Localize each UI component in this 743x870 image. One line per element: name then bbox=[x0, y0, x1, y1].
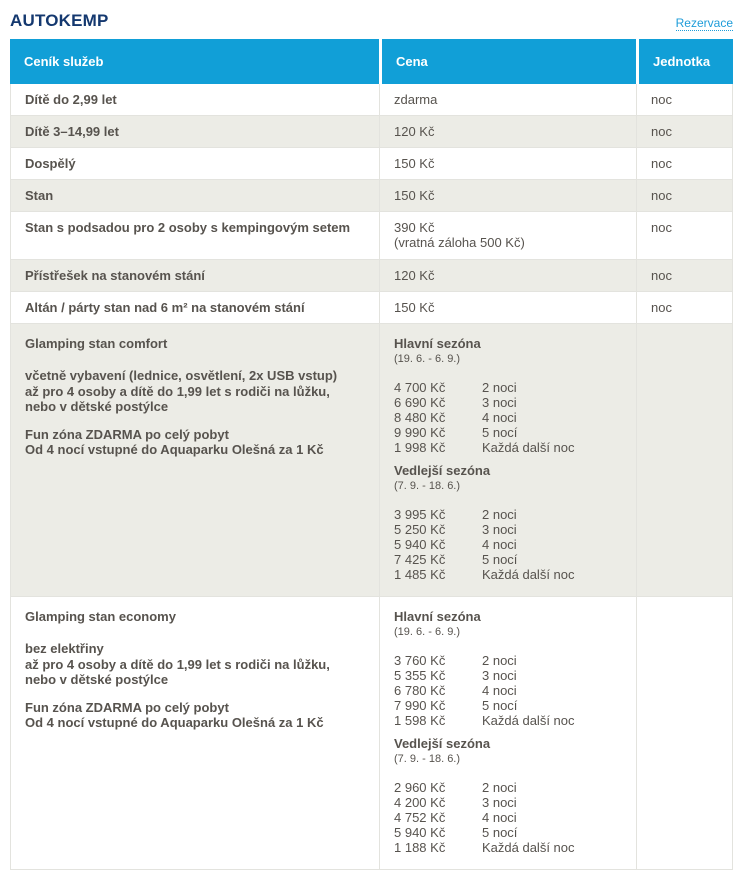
service-cell: Stan s podsadou pro 2 osoby s kempingovým setem bbox=[10, 212, 379, 260]
season-main bbox=[394, 609, 622, 728]
price-line bbox=[394, 380, 622, 395]
season-name: Hlavní sezóna bbox=[394, 609, 481, 624]
nights-label: 2 noci bbox=[482, 780, 517, 795]
glamping-description bbox=[25, 641, 365, 688]
season-off bbox=[394, 736, 622, 855]
table-row-tent bbox=[10, 180, 733, 212]
description-line: až pro 4 osoby a dítě do 1,99 let s rodiči na lůžku, bbox=[25, 383, 330, 399]
price-value: 6 690 Kč bbox=[394, 395, 446, 410]
price-value: 5 355 Kč bbox=[394, 668, 446, 683]
price-line bbox=[394, 522, 622, 537]
nights-label: 2 noci bbox=[482, 380, 517, 395]
service-cell: Přístřešek na stanovém stání bbox=[10, 260, 379, 292]
table-row-shelter bbox=[10, 260, 733, 292]
service-cell bbox=[10, 324, 379, 597]
nights-label: 4 noci bbox=[482, 810, 517, 825]
price-value: 4 752 Kč bbox=[394, 810, 446, 825]
price-value: 5 250 Kč bbox=[394, 522, 446, 537]
description-line: až pro 4 osoby a dítě do 1,99 let s rodiči na lůžku, bbox=[25, 656, 330, 672]
price-cell: 120 Kč bbox=[379, 260, 636, 292]
price-value: 3 760 Kč bbox=[394, 653, 446, 668]
table-header bbox=[10, 39, 733, 84]
price-cell bbox=[379, 324, 636, 597]
nights-label: 3 noci bbox=[482, 395, 517, 410]
description-line: nebo v dětské postýlce bbox=[25, 399, 169, 414]
price-cell: 150 Kč bbox=[379, 180, 636, 212]
pricing-table bbox=[10, 39, 733, 870]
unit-cell: noc bbox=[636, 116, 733, 148]
column-header-unit: Jednotka bbox=[636, 39, 733, 84]
page-title: AUTOKEMP bbox=[10, 11, 109, 30]
price-cell bbox=[379, 212, 636, 260]
table-row-child-under-3 bbox=[10, 84, 733, 116]
nights-label: Každá další noc bbox=[482, 567, 575, 582]
price-cell: 150 Kč bbox=[379, 148, 636, 180]
season-main bbox=[394, 336, 622, 455]
description-line: včetně vybavení (lednice, osvětlení, 2x USB vstup) bbox=[25, 368, 338, 383]
nights-label: Každá další noc bbox=[482, 440, 575, 455]
page-header bbox=[10, 0, 733, 39]
nights-label: 3 noci bbox=[482, 795, 517, 810]
price-value: 5 940 Kč bbox=[394, 825, 446, 840]
season-dates: (7. 9. - 18. 6.) bbox=[394, 753, 461, 765]
table-row-adult bbox=[10, 148, 733, 180]
nights-label: Každá další noc bbox=[482, 713, 575, 728]
season-dates: (7. 9. - 18. 6.) bbox=[394, 480, 461, 492]
table-row-gazebo bbox=[10, 292, 733, 324]
perk-line: Fun zóna ZDARMA po celý pobyt bbox=[25, 699, 229, 715]
season-name: Vedlejší sezóna bbox=[394, 463, 491, 478]
service-cell: Stan bbox=[10, 180, 379, 212]
price-value: 4 700 Kč bbox=[394, 380, 446, 395]
description-line: bez elektřiny bbox=[25, 641, 104, 656]
unit-cell: noc bbox=[636, 212, 733, 260]
price-value: 9 990 Kč bbox=[394, 425, 446, 440]
price-value: 6 780 Kč bbox=[394, 683, 446, 698]
season-name: Hlavní sezóna bbox=[394, 336, 481, 351]
price-line bbox=[394, 683, 622, 698]
table-row-child-3-15 bbox=[10, 116, 733, 148]
table-row-glamping-economy bbox=[10, 597, 733, 870]
price-cell: 120 Kč bbox=[379, 116, 636, 148]
unit-cell: noc bbox=[636, 292, 733, 324]
price-line bbox=[394, 810, 622, 825]
service-cell: Altán / párty stan nad 6 m² na stanovém stání bbox=[10, 292, 379, 324]
price-line bbox=[394, 507, 622, 522]
unit-cell: noc bbox=[636, 180, 733, 212]
unit-cell bbox=[636, 597, 733, 870]
column-header-price: Cena bbox=[379, 39, 636, 84]
service-cell: Dospělý bbox=[10, 148, 379, 180]
price-line bbox=[394, 395, 622, 410]
glamping-title: Glamping stan comfort bbox=[25, 336, 168, 351]
nights-label: 4 noci bbox=[482, 683, 517, 698]
price-main: 390 Kč bbox=[394, 220, 435, 235]
season-name: Vedlejší sezóna bbox=[394, 736, 491, 751]
perk-line: Fun zóna ZDARMA po celý pobyt bbox=[25, 426, 229, 442]
unit-cell: noc bbox=[636, 84, 733, 116]
price-line bbox=[394, 425, 622, 440]
price-cell: zdarma bbox=[379, 84, 636, 116]
price-line bbox=[394, 653, 622, 668]
nights-label: 3 noci bbox=[482, 522, 517, 537]
season-dates: (19. 6. - 6. 9.) bbox=[394, 626, 461, 638]
price-value: 1 485 Kč bbox=[394, 567, 446, 582]
price-line bbox=[394, 713, 622, 728]
price-value: 1 598 Kč bbox=[394, 713, 446, 728]
price-line bbox=[394, 567, 622, 582]
glamping-title: Glamping stan economy bbox=[25, 609, 176, 624]
price-value: 3 995 Kč bbox=[394, 507, 446, 522]
service-cell bbox=[10, 597, 379, 870]
header-row bbox=[10, 39, 733, 84]
nights-label: 4 noci bbox=[482, 410, 517, 425]
price-line bbox=[394, 780, 622, 795]
perk-line: Od 4 nocí vstupné do Aquaparku Olešná za 1 Kč bbox=[25, 442, 324, 457]
nights-label: 2 noci bbox=[482, 507, 517, 522]
price-line bbox=[394, 825, 622, 840]
price-deposit-note: (vratná záloha 500 Kč) bbox=[394, 235, 525, 250]
nights-label: 4 noci bbox=[482, 537, 517, 552]
nights-label: 2 noci bbox=[482, 653, 517, 668]
table-row-glamping-comfort bbox=[10, 324, 733, 597]
price-value: 1 188 Kč bbox=[394, 840, 446, 855]
price-line bbox=[394, 440, 622, 455]
unit-cell: noc bbox=[636, 148, 733, 180]
glamping-description bbox=[25, 368, 365, 415]
nights-label: Každá další noc bbox=[482, 840, 575, 855]
unit-cell: noc bbox=[636, 260, 733, 292]
price-value: 8 480 Kč bbox=[394, 410, 446, 425]
nights-label: 3 noci bbox=[482, 668, 517, 683]
price-line bbox=[394, 795, 622, 810]
price-value: 4 200 Kč bbox=[394, 795, 446, 810]
price-line bbox=[394, 698, 622, 713]
season-off bbox=[394, 463, 622, 582]
price-cell bbox=[379, 597, 636, 870]
season-dates: (19. 6. - 6. 9.) bbox=[394, 353, 461, 365]
service-cell: Dítě 3–14,99 let bbox=[10, 116, 379, 148]
perk-line: Od 4 nocí vstupné do Aquaparku Olešná za 1 Kč bbox=[25, 715, 324, 730]
nights-label: 5 nocí bbox=[482, 425, 518, 440]
nights-label: 5 nocí bbox=[482, 825, 518, 840]
price-value: 1 998 Kč bbox=[394, 440, 446, 455]
service-cell: Dítě do 2,99 let bbox=[10, 84, 379, 116]
price-line bbox=[394, 537, 622, 552]
price-value: 2 960 Kč bbox=[394, 780, 446, 795]
glamping-perks bbox=[25, 427, 365, 458]
table-row-tent-with-platform bbox=[10, 212, 733, 260]
price-value: 5 940 Kč bbox=[394, 537, 446, 552]
price-value: 7 425 Kč bbox=[394, 552, 446, 567]
price-cell: 150 Kč bbox=[379, 292, 636, 324]
reservation-link[interactable]: Rezervace bbox=[675, 16, 733, 30]
price-line bbox=[394, 840, 622, 855]
nights-label: 5 nocí bbox=[482, 698, 518, 713]
price-line bbox=[394, 668, 622, 683]
unit-cell bbox=[636, 324, 733, 597]
description-line: nebo v dětské postýlce bbox=[25, 672, 169, 687]
nights-label: 5 nocí bbox=[482, 552, 518, 567]
price-line bbox=[394, 552, 622, 567]
price-line bbox=[394, 410, 622, 425]
price-value: 7 990 Kč bbox=[394, 698, 446, 713]
column-header-services: Ceník služeb bbox=[10, 39, 379, 84]
glamping-perks bbox=[25, 700, 365, 731]
